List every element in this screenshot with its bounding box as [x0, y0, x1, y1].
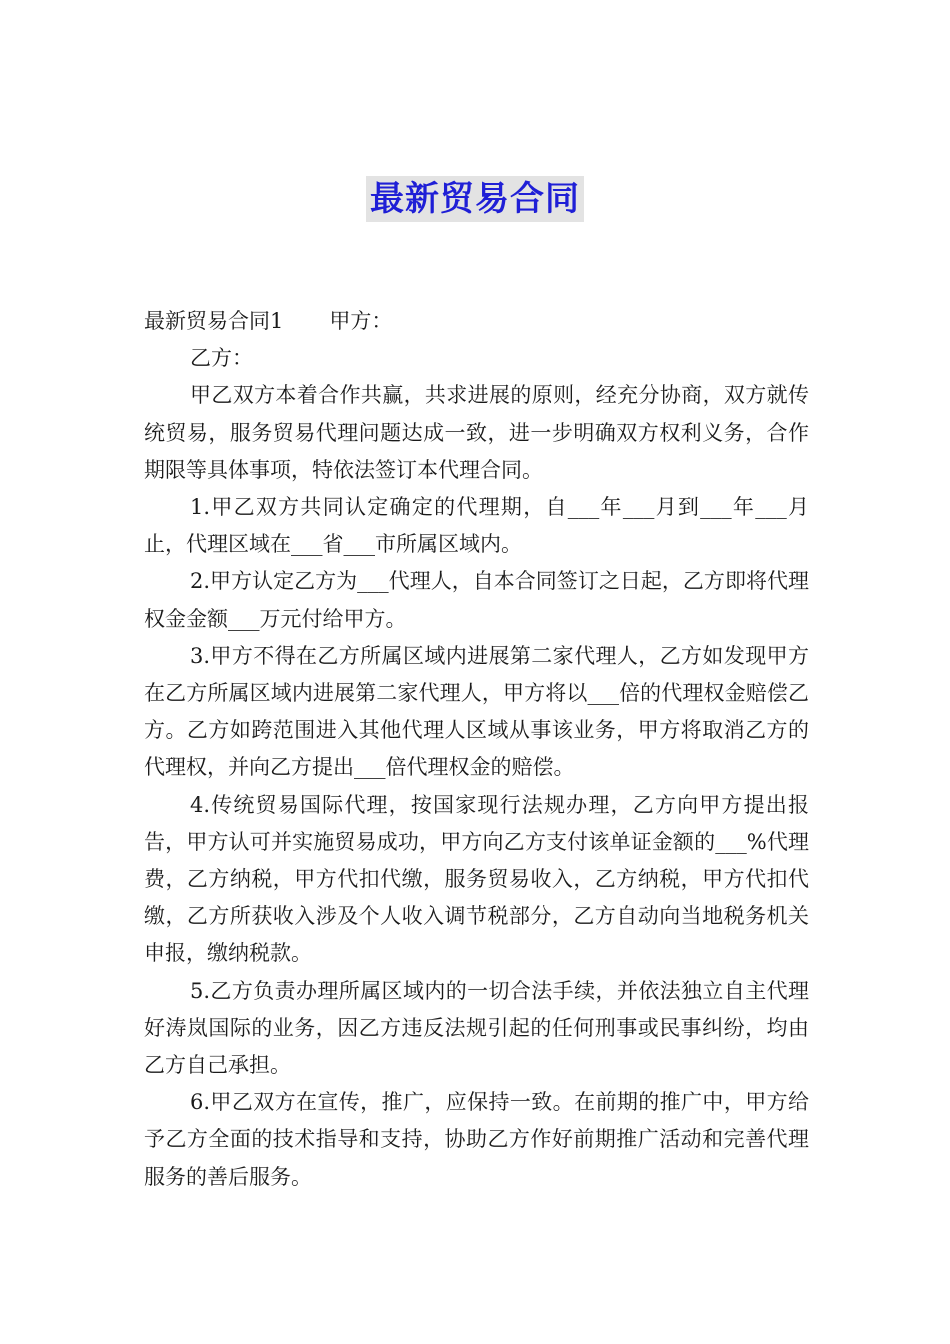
clause-1: 1.甲乙双方共同认定确定的代理期，自___年___月到___年___月止，代理区域在___省___市所属区域内。 [144, 495, 809, 557]
document-title: 最新贸易合同 [366, 176, 584, 222]
clause-5: 5.乙方负责办理所属区域内的一切合法手续，并依法独立自主代理好涛岚国际的业务，因乙方违反法规引起的任何刑事或民事纠纷，均由乙方自己承担。 [144, 978, 809, 1078]
header-line [144, 303, 809, 340]
party-a-label: 甲方： [329, 309, 393, 333]
party-b-label: 乙方： [190, 346, 253, 371]
clause-6: 6.甲乙双方在宣传，推广，应保持一致。在前期的推广中，甲方给予乙方全面的技术指导和支持，协助乙方作好前期推广活动和完善代理服务的善后服务。 [144, 1090, 809, 1189]
clause-4: 4.传统贸易国际代理，按国家现行法规办理，乙方向甲方提出报告，甲方认可并实施贸易成功，甲方向乙方支付该单证金额的___%代理费，乙方纳税，甲方代扣代缴，服务贸易收入，乙方纳税，甲方代扣代缴，乙方所获收入涉及个人收入调节税部分，乙方自动向当地税务机关申报，缴纳税款。 [144, 792, 809, 966]
clause-3: 3.甲方不得在乙方所属区域内进展第二家代理人，乙方如发现甲方在乙方所属区域内进展第二家代理人，甲方将以___倍的代理权金赔偿乙方。乙方如跨范围进入其他代理人区域从事该业务，甲方将取消乙方的代理权，并向乙方提出___倍代理权金的赔偿。 [144, 643, 809, 780]
paragraph-preamble: 甲乙双方本着合作共赢，共求进展的原则，经充分协商，双方就传统贸易，服务贸易代理问题达成一致，进一步明确双方权利义务，合作期限等具体事项，特依法签订本代理合同。 [144, 383, 809, 482]
document-body [144, 303, 809, 1196]
clause-2: 2.甲方认定乙方为___代理人，自本合同签订之日起，乙方即将代理权金金额___万元付给甲方。 [144, 569, 809, 631]
title-container [0, 176, 950, 222]
contract-heading: 最新贸易合同1 [144, 309, 284, 333]
